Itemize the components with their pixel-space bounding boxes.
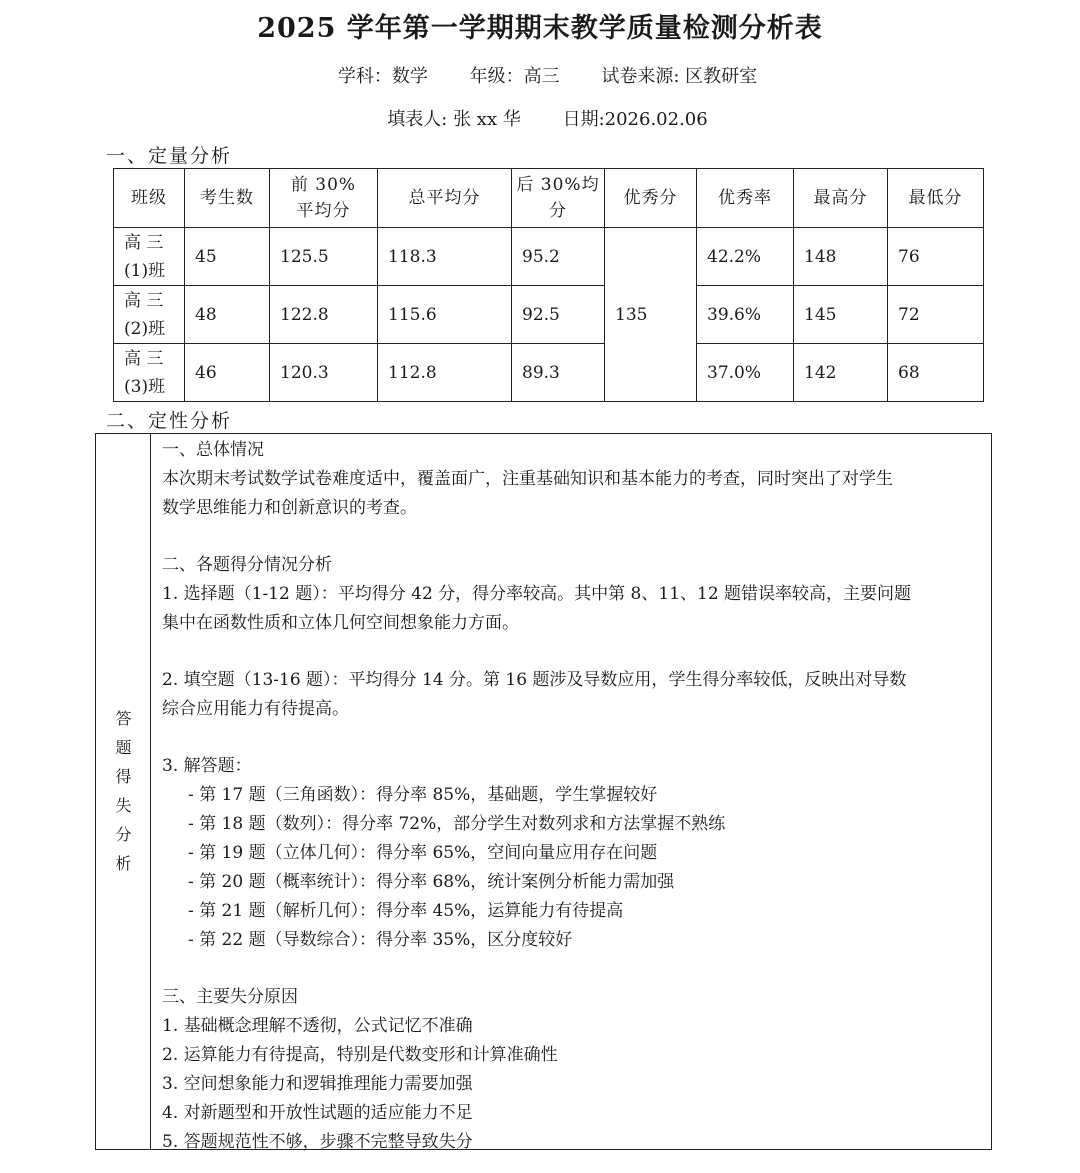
overall-title: 一、总体情况 [162, 440, 264, 460]
meta-line-2 [0, 105, 1080, 131]
qualitative-box [95, 433, 992, 1150]
average-cell: 112.8 [378, 344, 512, 402]
qualitative-content [162, 436, 984, 1157]
max-cell: 142 [794, 344, 888, 402]
section-quantitative-heading: 一、定量分析 [106, 145, 233, 167]
header-max: 最高分 [794, 169, 888, 228]
section-qualitative-heading: 二、定性分析 [106, 410, 233, 432]
max-cell: 145 [794, 286, 888, 344]
class-cell: 高 三 (2)班 [114, 286, 185, 344]
fill-text: 综合应用能力有待提高。 [162, 699, 349, 719]
list-item: - 第 21 题（解析几何）：得分率 45%，运算能力有待提高 [188, 901, 624, 921]
grade-field: 年级：高三 [469, 66, 560, 87]
students-cell: 45 [185, 228, 270, 286]
list-item: - 第 20 题（概率统计）：得分率 68%，统计案例分析能力需加强 [188, 872, 675, 892]
average-cell: 118.3 [378, 228, 512, 286]
min-cell: 76 [888, 228, 984, 286]
header-excellent-score: 优秀分 [605, 169, 697, 228]
class-cell: 高 三 (1)班 [114, 228, 185, 286]
table-header-row [114, 169, 984, 228]
rate-cell: 39.6% [697, 286, 794, 344]
list-item: 4. 对新题型和开放性试题的适应能力不足 [162, 1103, 473, 1123]
side-label-column [96, 434, 151, 1149]
list-item: - 第 22 题（导数综合）：得分率 35%，区分度较好 [188, 930, 573, 950]
top30-cell: 125.5 [270, 228, 378, 286]
header-class: 班级 [114, 169, 185, 228]
meta-line-1 [0, 62, 1080, 88]
bottom30-cell: 89.3 [512, 344, 605, 402]
choice-text: 1. 选择题（1-12 题）：平均得分 42 分，得分率较高。其中第 8、11、12 题错误率较高，主要问题 [162, 584, 912, 604]
fill-text: 2. 填空题（13-16 题）：平均得分 14 分。第 16 题涉及导数应用，学生得分率较低，反映出对导数 [162, 670, 907, 690]
header-excellent-rate: 优秀率 [697, 169, 794, 228]
overall-text: 本次期末考试数学试卷难度适中，覆盖面广，注重基础知识和基本能力的考查，同时突出了对学生 [162, 469, 893, 489]
max-cell: 148 [794, 228, 888, 286]
list-item: - 第 17 题（三角函数）：得分率 85%，基础题，学生掌握较好 [188, 785, 658, 805]
top30-cell: 122.8 [270, 286, 378, 344]
students-cell: 48 [185, 286, 270, 344]
list-item: 1. 基础概念理解不透彻，公式记忆不准确 [162, 1016, 473, 1036]
overall-text: 数学思维能力和创新意识的考查。 [162, 498, 417, 518]
items-title: 二、各题得分情况分析 [162, 555, 332, 575]
solve-title: 3. 解答题： [162, 756, 252, 776]
header-top30: 前 30% 平均分 [270, 169, 378, 228]
table-row [114, 228, 984, 286]
bottom30-cell: 95.2 [512, 228, 605, 286]
side-label: 答 题 得 失 分 析 [115, 709, 132, 873]
list-item: - 第 18 题（数列）：得分率 72%，部分学生对数列求和方法掌握不熟练 [188, 814, 726, 834]
list-item: 5. 答题规范性不够，步骤不完整导致失分 [162, 1132, 473, 1152]
table-row [114, 344, 984, 402]
rate-cell: 37.0% [697, 344, 794, 402]
list-item: - 第 19 题（立体几何）：得分率 65%，空间向量应用存在问题 [188, 843, 658, 863]
average-cell: 115.6 [378, 286, 512, 344]
choice-text: 集中在函数性质和立体几何空间想象能力方面。 [162, 613, 519, 633]
top30-cell: 120.3 [270, 344, 378, 402]
header-bottom30: 后 30%均 分 [512, 169, 605, 228]
min-cell: 72 [888, 286, 984, 344]
filler-field: 填表人: 张 xx 华 [387, 109, 521, 130]
header-min: 最低分 [888, 169, 984, 228]
bottom30-cell: 92.5 [512, 286, 605, 344]
excellent-score-cell: 135 [605, 228, 697, 402]
source-field: 试卷来源: 区教研室 [601, 66, 758, 87]
quantitative-table [113, 168, 984, 402]
list-item: 2. 运算能力有待提高，特别是代数变形和计算准确性 [162, 1045, 558, 1065]
date-field: 日期:2026.02.06 [562, 109, 708, 130]
reasons-title: 三、主要失分原因 [162, 987, 298, 1007]
rate-cell: 42.2% [697, 228, 794, 286]
students-cell: 46 [185, 344, 270, 402]
min-cell: 68 [888, 344, 984, 402]
class-cell: 高 三 (3)班 [114, 344, 185, 402]
header-average: 总平均分 [378, 169, 512, 228]
header-students: 考生数 [185, 169, 270, 228]
subject-field: 学科：数学 [337, 66, 428, 87]
document-title: 2025 学年第一学期期末教学质量检测分析表 [257, 13, 823, 44]
list-item: 3. 空间想象能力和逻辑推理能力需要加强 [162, 1074, 473, 1094]
table-row [114, 286, 984, 344]
